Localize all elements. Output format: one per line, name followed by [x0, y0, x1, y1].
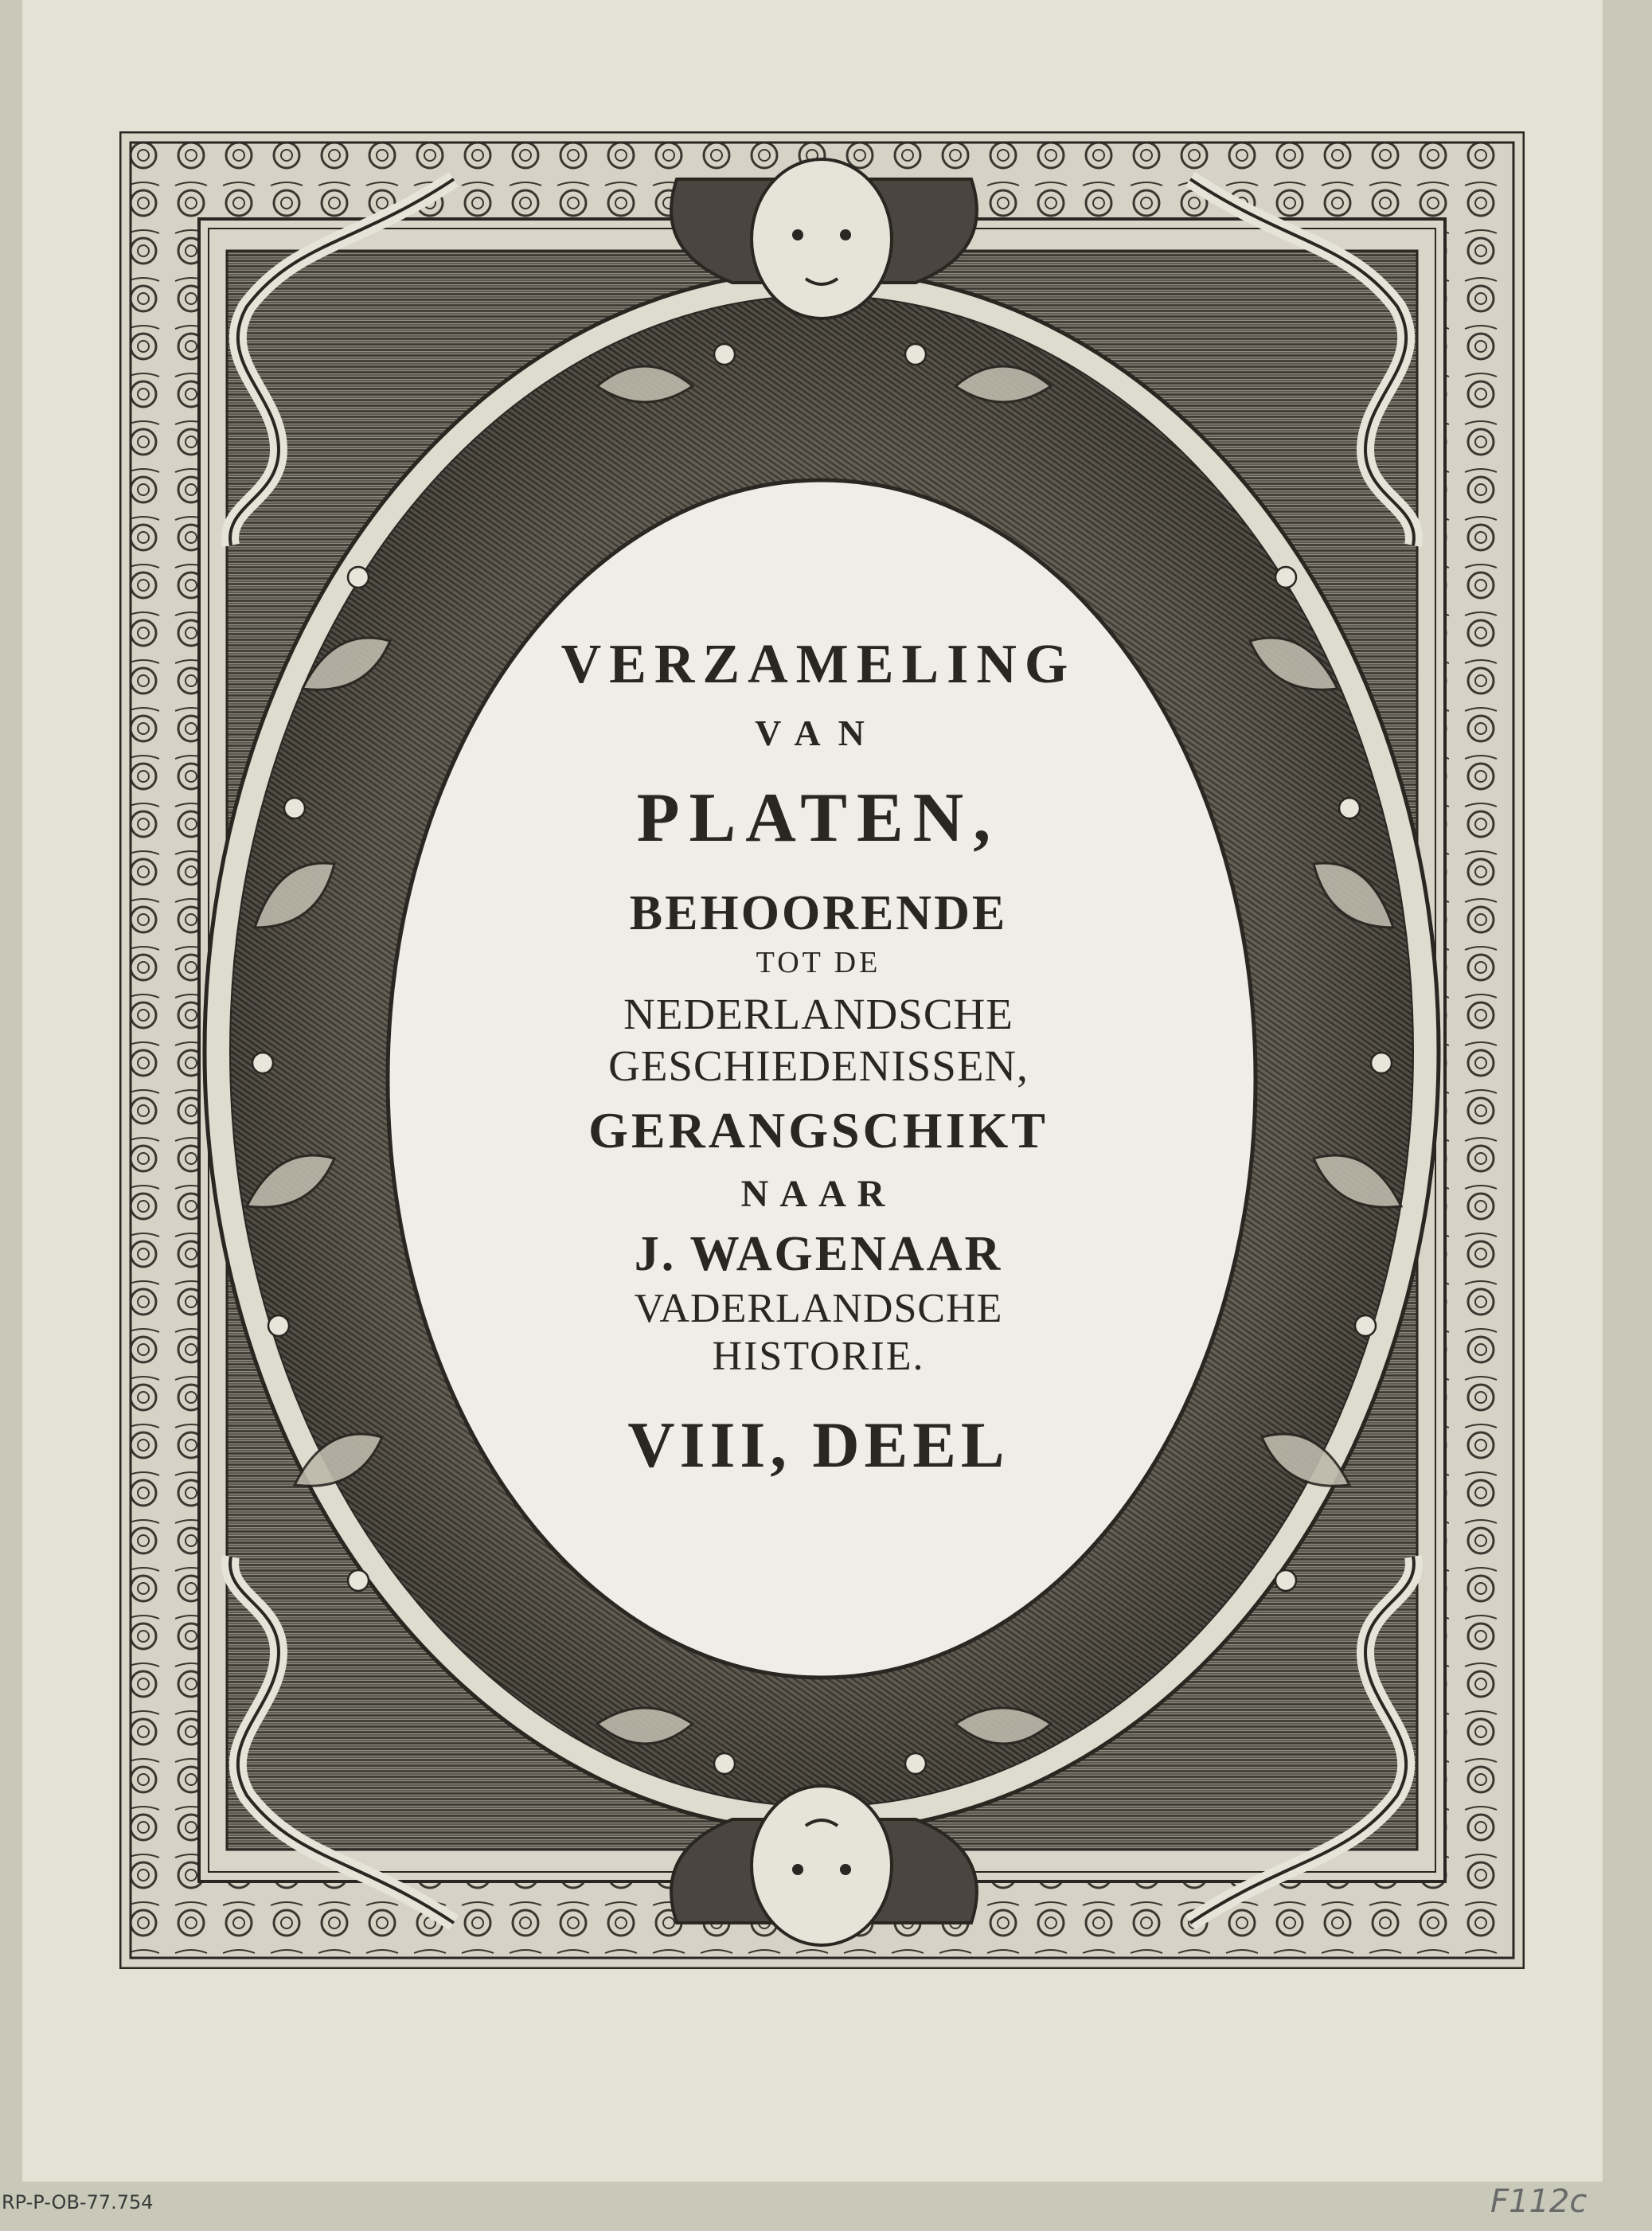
title-line-13: VIII, DEEL — [627, 1409, 1010, 1481]
title-line-10: J. WAGENAAR — [634, 1227, 1003, 1281]
title-line-6: NEDERLANDSCHE — [623, 990, 1013, 1038]
title-line-4: BEHOORENDE — [629, 886, 1008, 940]
title-line-5: TOT DE — [756, 946, 881, 979]
title-text — [436, 634, 1201, 1481]
title-line-3: PLATEN, — [636, 779, 1001, 857]
title-line-9: NAAR — [740, 1173, 896, 1215]
inventory-number: RP-P-OB-77.754 — [2, 2191, 154, 2213]
title-line-8: GERANGSCHIKT — [588, 1102, 1049, 1158]
title-line-11: VADERLANDSCHE — [634, 1286, 1003, 1331]
pencil-mark: F112c — [1490, 2183, 1588, 2220]
title-line-2: VAN — [755, 713, 882, 753]
title-line-1: VERZAMELING — [560, 634, 1076, 695]
title-line-12: HISTORIE. — [712, 1334, 925, 1379]
title-line-7: GESCHIEDENISSEN, — [608, 1041, 1029, 1090]
